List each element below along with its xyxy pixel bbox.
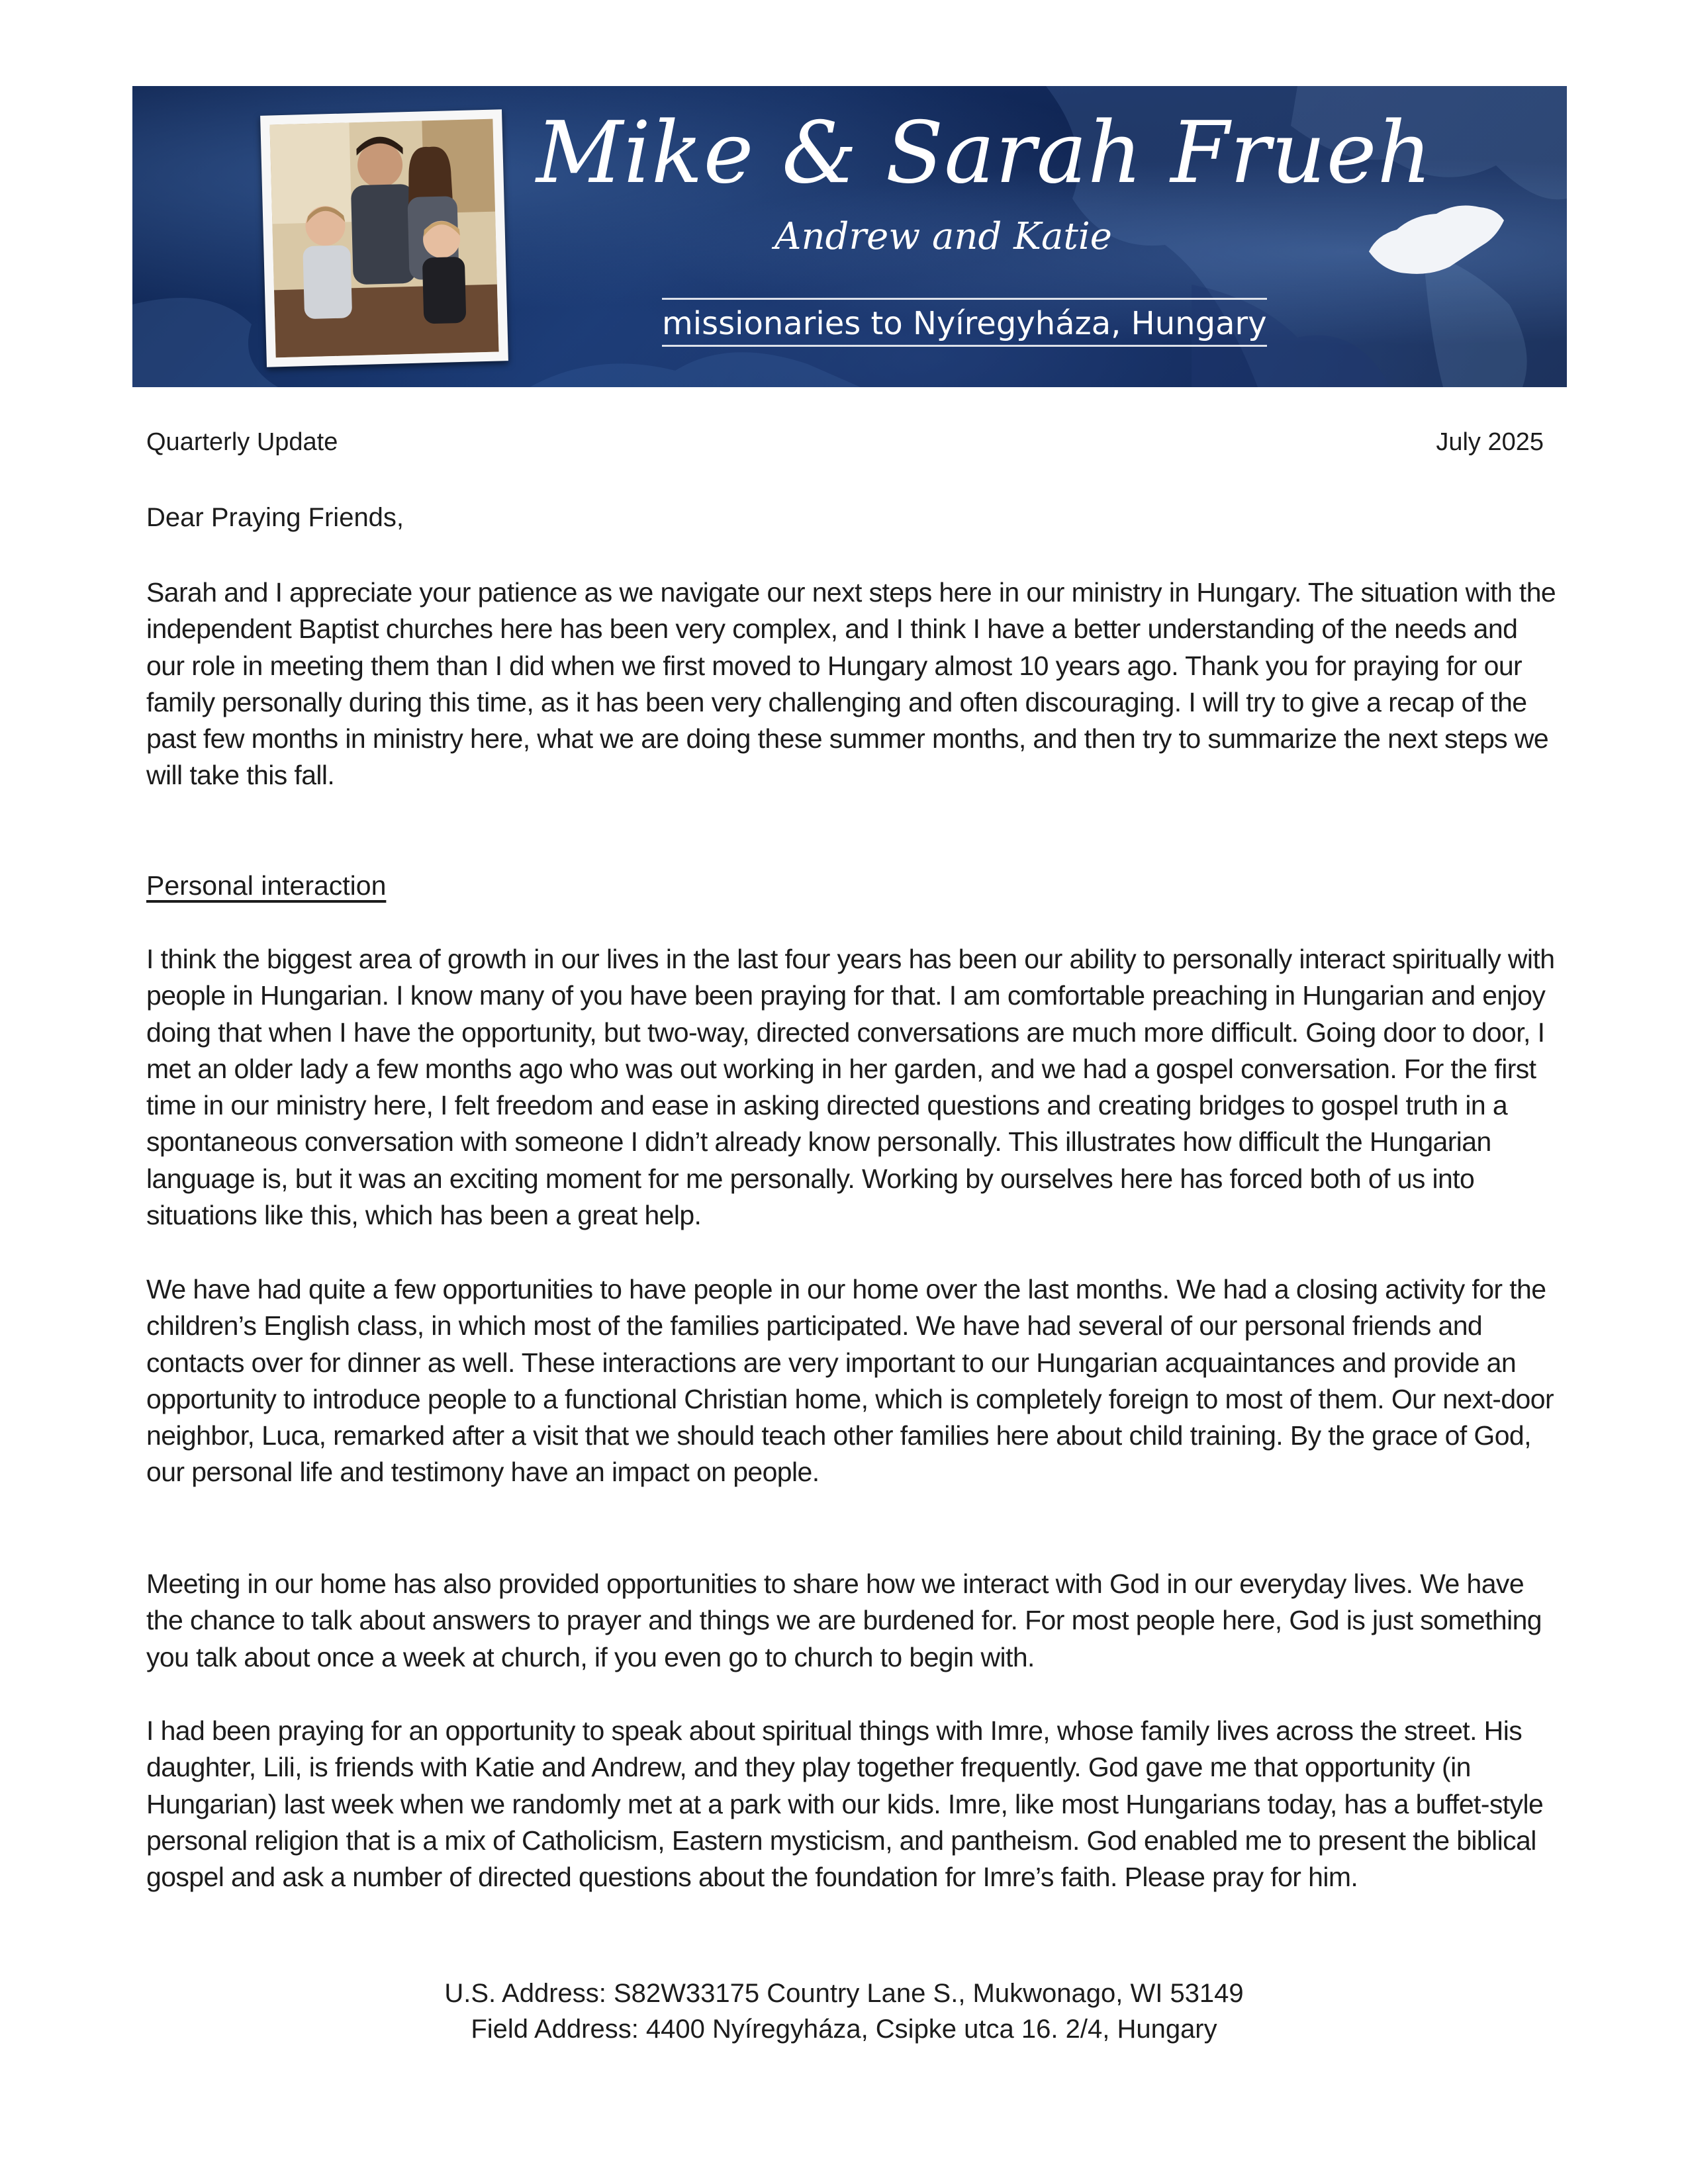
header-banner <box>132 86 1567 387</box>
document-date: July 2025 <box>1436 428 1544 456</box>
paragraph-personal-growth: I think the biggest area of growth in our lives in the last four years has been our ability to personally interact spiritually with people in Hungarian. I know many of you have been praying for that. I am comfortable preaching in Hungarian and enjoy doing that when I have the opportunity, but two-way, directed conversations are much more difficult. Going door to door, I met an older lady a few months ago who was out working in her garden, and we had a gospel conversation. For the first time in our ministry here, I felt freedom and ease in asking directed questions and creating bridges to gospel truth in a spontaneous conversation with someone I didn’t already know personally. This illustrates how difficult the Hungarian language is, but it was an exciting moment for me personally. Working by ourselves here has forced both of us into situations like this, which has been a great help. <box>146 944 1555 1231</box>
us-address: U.S. Address: S82W33175 Country Lane S., Mukwonago, WI 53149 <box>444 1979 1244 2008</box>
banner-tagline: missionaries to Nyíregyháza, Hungary <box>662 298 1267 347</box>
banner-title: Mike & Sarah Frueh <box>536 104 1432 203</box>
paragraph-home-visits: We have had quite a few opportunities to have people in our home over the last months. We had a closing activity for the children’s English class, in which most of the families participated. We have had several of our personal friends and contacts over for dinner as well. These interactions are very important to our Hungarian acquaintances and provide an opportunity to introduce people to a functional Christian home, which is completely foreign to most of them. Our next-door neighbor, Luca, remarked after a visit that we should teach other families here about child training. By the grace of God, our personal life and testimony have an impact on people. <box>146 1274 1554 1488</box>
section-heading: Personal interaction <box>146 870 387 901</box>
hungary-map-icon <box>1357 189 1509 288</box>
field-address: Field Address: 4400 Nyíregyháza, Csipke utca 16. 2/4, Hungary <box>471 2015 1217 2044</box>
family-photo <box>260 109 508 367</box>
paragraph-everyday-faith: Meeting in our home has also provided opportunities to share how we interact with God in our everyday lives. We have the chance to talk about answers to prayer and things we are burdened for. For most people here, God is just something you talk about once a week at church, if you even go to church to begin with. <box>146 1569 1542 1672</box>
salutation: Dear Praying Friends, <box>146 503 404 532</box>
banner-subtitle: Andrew and Katie <box>774 215 1112 258</box>
family-photo-image <box>269 119 498 358</box>
paragraph-imre: I had been praying for an opportunity to speak about spiritual things with Imre, whose family lives across the street. His daughter, Lili, is friends with Katie and Andrew, and they play together frequently. God gave me that opportunity (in Hungarian) last week when we randomly met at a park with our kids. Imre, like most Hungarians today, has a buffet-style personal religion that is a mix of Catholicism, Eastern mysticism, and pantheism. God enabled me to present the biblical gospel and ask a number of directed questions about the foundation for Imre’s faith. Please pray for him. <box>146 1715 1544 1893</box>
intro-paragraph: Sarah and I appreciate your patience as we navigate our next steps here in our ministry in Hungary. The situation with the independent Baptist churches here has been very complex, and I think I have a better understanding of the needs and our role in meeting them than I did when we first moved to Hungary almost 10 years ago. Thank you for praying for our family personally during this time, as it has been very challenging and often discouraging. I will try to give a recap of the past few months in ministry here, what we are doing these summer months, and then try to summarize the next steps we will take this fall. <box>146 577 1556 791</box>
document-label: Quarterly Update <box>146 428 338 456</box>
